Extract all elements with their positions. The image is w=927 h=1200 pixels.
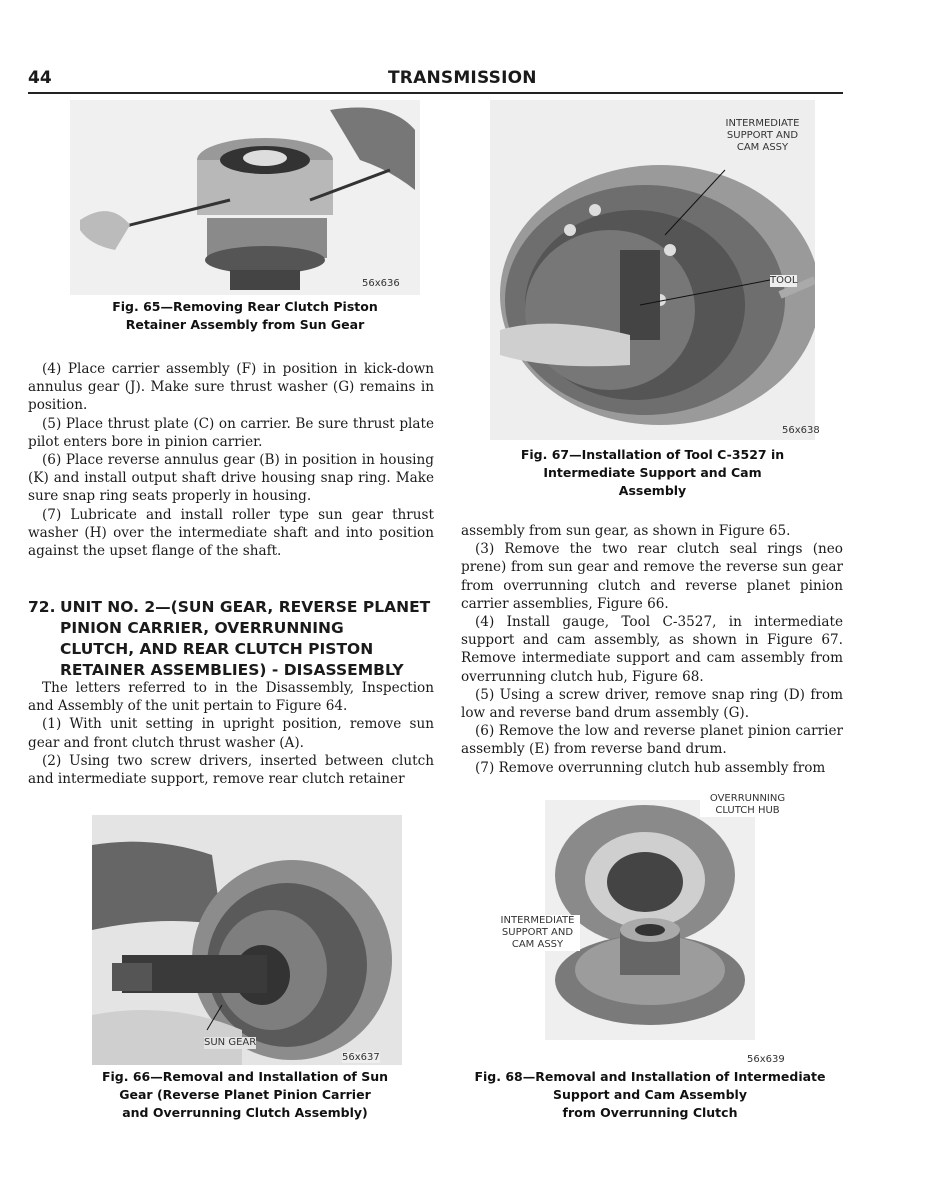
paragraph: (7) Remove overrunning clutch hub assembly from <box>475 759 826 776</box>
fig67-label-support-line3: CAM ASSY <box>736 142 789 153</box>
paragraph: The letters referred to in the Disassembly, Inspection and Assembly of the unit pertain to Figure 64. <box>28 680 434 715</box>
fig66-caption-line3: and Overrunning Clutch Assembly) <box>122 1105 368 1120</box>
paragraph: (3) Remove the two rear clutch seal rings (neo prene) from sun gear and remove the reverse sun gear from overrunning clutch and reverse planet pinion carrier assemblies, Figure 66. <box>461 541 843 612</box>
fig65-caption-line1: Fig. 65—Removing Rear Clutch Piston <box>112 299 378 314</box>
fig67-caption-line1: Fig. 67—Installation of Tool C-3527 in <box>520 447 785 462</box>
section-title-line1: UNIT NO. 2—(SUN GEAR, REVERSE PLANET <box>60 598 431 616</box>
left-column-bottom <box>28 679 434 788</box>
fig67-code: 56x638 <box>782 425 820 436</box>
right-column <box>461 522 843 777</box>
fig67-label-support-line2: SUPPORT AND <box>726 130 799 141</box>
section-heading <box>28 597 438 681</box>
fig67-caption-line3: Assembly <box>618 483 687 498</box>
fig66-label-sun-gear: SUN GEAR <box>204 1037 257 1048</box>
fig66-caption-line2: Gear (Reverse Planet Pinion Carrier <box>119 1087 371 1102</box>
paragraph: (2) Using two screw drivers, inserted between clutch and intermediate support, remove rear clutch retainer <box>28 752 434 788</box>
fig66-caption-line1: Fig. 66—Removal and Installation of Sun <box>101 1069 389 1084</box>
fig66-code: 56x637 <box>342 1052 380 1063</box>
page-header <box>28 68 843 92</box>
fig68-code: 56x639 <box>747 1054 785 1065</box>
fig68-caption-line3: from Overrunning Clutch <box>562 1105 738 1120</box>
paragraph: (5) Place thrust plate (C) on carrier. Be sure thrust plate pilot enters bore in pinion carrier. <box>28 415 434 450</box>
fig67-caption <box>490 446 815 500</box>
section-title-line3: CLUTCH, AND REAR CLUTCH PISTON <box>60 640 374 658</box>
fig68-label-hub-line2: CLUTCH HUB <box>715 805 780 816</box>
paragraph: (5) Using a screw driver, remove snap ring (D) from low and reverse band drum assembly (G). <box>461 686 843 722</box>
paragraph: (6) Place reverse annulus gear (B) in position in housing (K) and install output shaft drive housing snap ring. Make sure snap ring seats properly in housing. <box>28 452 434 505</box>
paragraph: (4) Place carrier assembly (F) in position in kick-down annulus gear (J). Make sure thrust washer (G) remains in position. <box>28 361 434 414</box>
fig68-label-support-line3: CAM ASSY <box>511 939 564 950</box>
left-column-top <box>28 360 434 560</box>
paragraph: (1) With unit setting in upright position, remove sun gear and front clutch thrust washer (A). <box>28 716 434 751</box>
fig65-code: 56x636 <box>362 278 400 289</box>
paragraph: (4) Install gauge, Tool C-3527, in intermediate support and cam assembly, as shown in Figure 67. Remove intermediate support and cam assembly from overrunning clutch hub, Figure 68. <box>461 614 843 685</box>
fig65-photo <box>70 100 420 295</box>
section-title-line4: RETAINER ASSEMBLIES) - DISASSEMBLY <box>60 661 404 679</box>
fig67-label-support <box>710 118 815 154</box>
fig67-label-tool: TOOL <box>770 275 798 286</box>
page-number: 44 <box>28 68 52 88</box>
fig68-caption <box>470 1068 830 1122</box>
fig65-caption-line2: Retainer Assembly from Sun Gear <box>125 317 365 332</box>
fig68-label-support <box>495 915 580 951</box>
header-rule <box>28 92 843 94</box>
paragraph: (7) Lubricate and install roller type sun gear thrust washer (H) over the intermediate shaft and into position against the upset flange of the shaft. <box>28 506 434 560</box>
fig67-label-support-line1: INTERMEDIATE <box>725 118 800 129</box>
running-title: TRANSMISSION <box>388 68 537 88</box>
paragraph: (6) Remove the low and reverse planet pinion carrier assembly (E) from reverse band drum. <box>461 723 843 758</box>
fig68-label-support-line1: INTERMEDIATE <box>500 915 575 926</box>
fig67-caption-line2: Intermediate Support and Cam <box>543 465 762 480</box>
fig68-label-support-line2: SUPPORT AND <box>501 927 574 938</box>
section-number: 72. <box>28 598 56 616</box>
fig66-photo <box>92 815 402 1065</box>
fig66-caption <box>80 1068 410 1122</box>
section-title-line2: PINION CARRIER, OVERRUNNING <box>60 619 344 637</box>
fig68-caption-line2: Support and Cam Assembly <box>553 1087 747 1102</box>
fig68-label-hub <box>700 793 795 817</box>
fig68-caption-line1: Fig. 68—Removal and Installation of Intermediate <box>474 1069 826 1084</box>
paragraph: assembly from sun gear, as shown in Figure 65. <box>461 523 791 539</box>
fig68-label-hub-line1: OVERRUNNING <box>709 793 786 804</box>
fig65-caption <box>70 298 420 334</box>
